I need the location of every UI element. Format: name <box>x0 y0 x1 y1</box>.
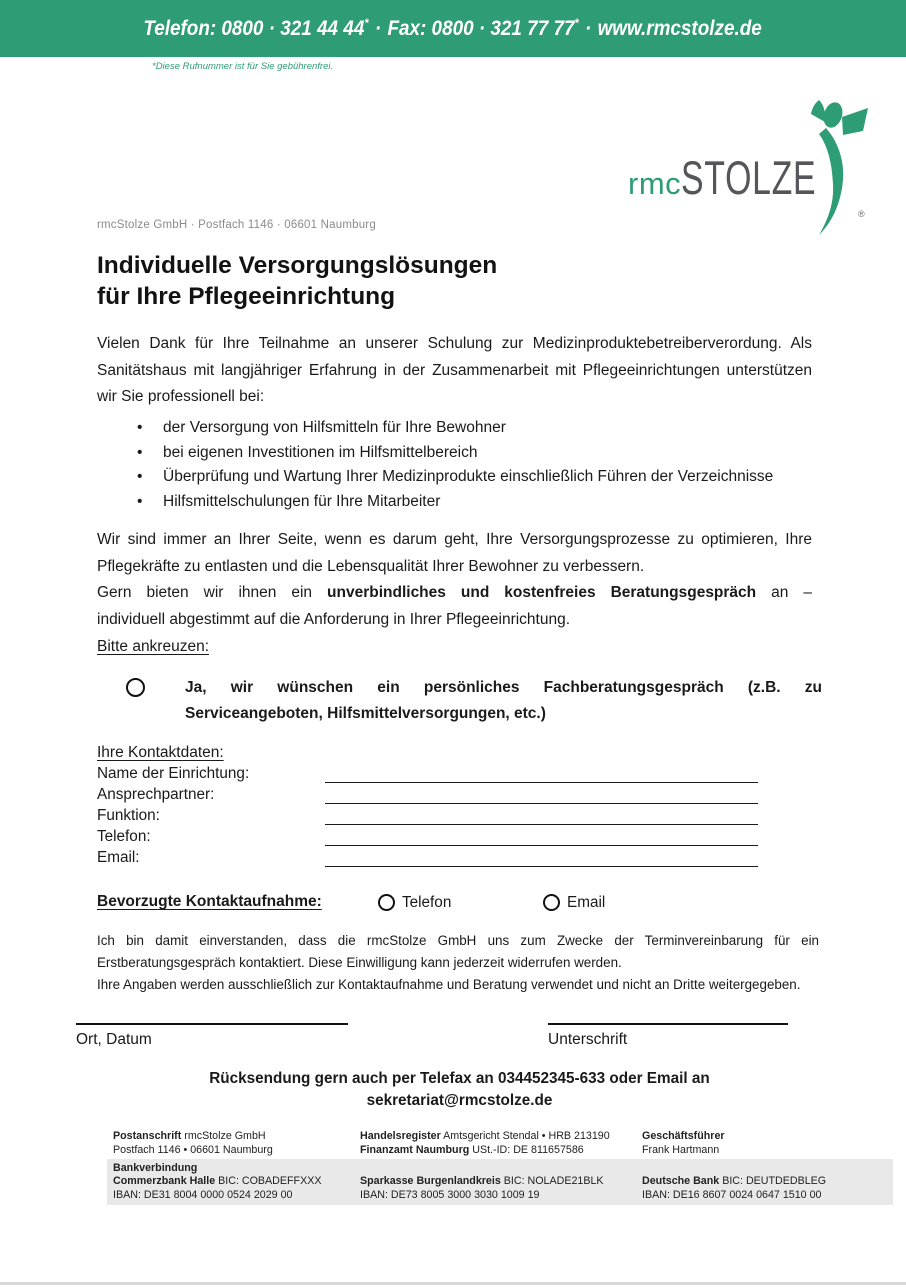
bank-bic: BIC: DEUTDEDBLEG <box>719 1175 827 1187</box>
input-funktion[interactable] <box>325 808 758 825</box>
bank-iban: IBAN: DE73 8005 3000 3030 1009 19 <box>360 1188 540 1201</box>
radio-telefon[interactable] <box>378 894 395 911</box>
field-label-funktion: Funktion: <box>97 807 160 824</box>
offer-text: an – <box>756 584 812 601</box>
list-item <box>137 417 827 438</box>
input-name-der-einrichtung[interactable] <box>325 766 758 783</box>
registered-trademark-icon: ® <box>858 209 865 219</box>
consultation-option-label <box>185 675 822 727</box>
list-item-text: bei eigenen Investitionen im Hilfsmittelbereich <box>163 443 478 461</box>
signature-label-date: Ort, Datum <box>76 1031 152 1048</box>
signature-line-date[interactable] <box>76 1023 348 1025</box>
bank-commerzbank <box>113 1175 321 1202</box>
footer-postal-address: Postfach 1146 • 06601 Naumburg <box>113 1143 273 1156</box>
services-bullet-list <box>137 417 827 515</box>
bank-heading <box>113 1162 197 1176</box>
signature-line-sign[interactable] <box>548 1023 788 1025</box>
list-item-text: der Versorgung von Hilfsmitteln für Ihre Bewohner <box>163 419 506 436</box>
radio-email[interactable] <box>543 894 560 911</box>
list-item-text: Hilfsmittelschulungen für Ihre Mitarbeiter <box>163 492 441 510</box>
header-fax: Fax: 0800 · 321 77 77 <box>387 17 575 40</box>
offer-paragraph <box>97 527 812 633</box>
header-separator: · <box>585 17 592 40</box>
footer-postal <box>113 1130 273 1157</box>
bullet-icon: • <box>137 492 143 510</box>
consultation-radio[interactable] <box>126 678 145 697</box>
bank-deutsche-bank <box>642 1175 826 1202</box>
list-item <box>137 466 827 487</box>
footer-tax-label: Finanzamt Naumburg <box>360 1143 470 1156</box>
return-instructions <box>97 1068 822 1111</box>
contact-section-heading: Ihre Kontaktdaten: <box>97 744 224 761</box>
offer-sentence2-line2: individuell abgestimmt auf die Anforderung in Ihrer Pflegeeinrichtung. <box>97 610 571 628</box>
option-line1: Ja, wir wünschen ein persönliches Fachberatungsgespräch (z.B. zu <box>185 679 822 696</box>
bank-name: Commerzbank Halle <box>113 1175 216 1187</box>
bullet-icon: • <box>137 468 143 485</box>
bank-sparkasse <box>360 1175 604 1202</box>
footer-ceo-label: Geschäftsführer <box>642 1130 725 1142</box>
toll-free-footnote: *Diese Rufnummer ist für Sie gebührenfrei. <box>152 61 334 72</box>
footer-ceo <box>642 1130 725 1157</box>
return-line1: Rücksendung gern auch per Telefax an 034452345-633 oder Email an <box>209 1070 710 1087</box>
bottom-divider <box>0 1282 906 1285</box>
radio-telefon-label: Telefon <box>402 894 452 911</box>
title-line2: für Ihre Pflegeeinrichtung <box>97 283 396 310</box>
return-email: sekretariat@rmcstolze.de <box>366 1091 553 1109</box>
footer-tax-value: USt.-ID: DE 811657586 <box>469 1143 584 1156</box>
field-label-ansprechpartner: Ansprechpartner: <box>97 786 215 803</box>
footer-postal-label: Postanschrift <box>113 1130 182 1142</box>
bank-iban: IBAN: DE16 8607 0024 0647 1510 00 <box>642 1188 822 1201</box>
footer-postal-company: rmcStolze GmbH <box>181 1130 266 1142</box>
header-bar <box>0 0 906 57</box>
bank-bic: BIC: NOLADE21BLK <box>500 1175 604 1187</box>
field-label-telefon: Telefon: <box>97 828 151 845</box>
input-telefon[interactable] <box>325 829 758 846</box>
logo-prefix: rmc <box>628 166 682 201</box>
offer-sentence1: Wir sind immer an Ihrer Seite, wenn es darum geht, Ihre Versorgungsprozesse zu optimieren, Ihre Pflegekräfte zu entlasten und die Lebensqualität Ihrer Bewohner zu verbessern. <box>97 531 812 575</box>
field-label-einrichtung: Name der Einrichtung: <box>97 765 250 782</box>
header-phone: Telefon: 0800 · 321 44 44 <box>143 17 365 40</box>
header-contact-line <box>144 16 762 41</box>
bank-bic: BIC: COBADEFFXXX <box>215 1175 322 1187</box>
input-email[interactable] <box>325 850 758 867</box>
footer-register-label: Handelsregister <box>360 1130 441 1142</box>
footer-ceo-name: Frank Hartmann <box>642 1143 720 1156</box>
list-item <box>137 442 827 463</box>
header-website: www.rmcstolze.de <box>598 17 763 40</box>
offer-bold-text: unverbindliches und kostenfreies Beratungsgespräch <box>327 584 757 601</box>
bank-heading-label: Bankverbindung <box>113 1162 198 1174</box>
input-ansprechpartner[interactable] <box>325 787 758 804</box>
signature-label-sign: Unterschrift <box>548 1031 628 1048</box>
field-label-email: Email: <box>97 849 140 866</box>
offer-text: Gern bieten wir ihnen ein <box>97 584 328 601</box>
intro-paragraph: Vielen Dank für Ihre Teilnahme an unserer Schulung zur Medizinproduktebetreiberverordung. Als Sanitätshaus mit langjähriger Erfahrung in der Zusammenarbeit mit Pflegeeinrichtungen unterstützen wir Sie professionell bei: <box>97 335 812 405</box>
footer-register-value: Amtsgericht Stendal • HRB 213190 <box>440 1130 610 1142</box>
phone-footnote-marker: * <box>364 16 369 30</box>
page-title <box>97 250 497 312</box>
list-item-text: Überprüfung und Wartung Ihrer Medizinprodukte einschließlich Führen der Verzeichnisse <box>163 468 774 485</box>
bank-iban: IBAN: DE31 8004 0000 0524 2029 00 <box>113 1188 293 1201</box>
preferred-contact-heading: Bevorzugte Kontaktaufnahme: <box>97 893 322 910</box>
list-item <box>137 491 827 512</box>
bullet-icon: • <box>137 419 143 436</box>
header-separator: · <box>375 17 382 40</box>
check-section-heading: Bitte ankreuzen: <box>97 638 210 655</box>
footer-register <box>360 1130 610 1157</box>
radio-email-label: Email <box>567 894 606 911</box>
bank-name: Sparkasse Burgenlandkreis <box>360 1175 501 1187</box>
consent-paragraph <box>97 930 819 995</box>
title-line1: Individuelle Versorgungslösungen <box>97 252 498 279</box>
sender-address-line: rmcStolze GmbH · Postfach 1146 · 06601 Naumburg <box>97 219 376 231</box>
bullet-icon: • <box>137 443 143 461</box>
consent-sentence1: Ich bin damit einverstanden, dass die rmcStolze GmbH uns zum Zwecke der Terminvereinbarung für ein Erstberatungsgespräch kontaktiert. Diese Einwilligung kann jederzeit widerrufen werden. <box>97 933 819 970</box>
bank-name: Deutsche Bank <box>642 1175 720 1187</box>
offer-sentence2-line1 <box>97 580 812 607</box>
fax-footnote-marker: * <box>574 16 580 30</box>
consent-sentence2: Ihre Angaben werden ausschließlich zur Kontaktaufnahme und Beratung verwendet und nicht an Dritte weitergegeben. <box>97 976 801 992</box>
logo-name: STOLZE <box>681 151 817 204</box>
option-line2: Serviceangeboten, Hilfsmittelversorgungen, etc.) <box>185 705 546 722</box>
